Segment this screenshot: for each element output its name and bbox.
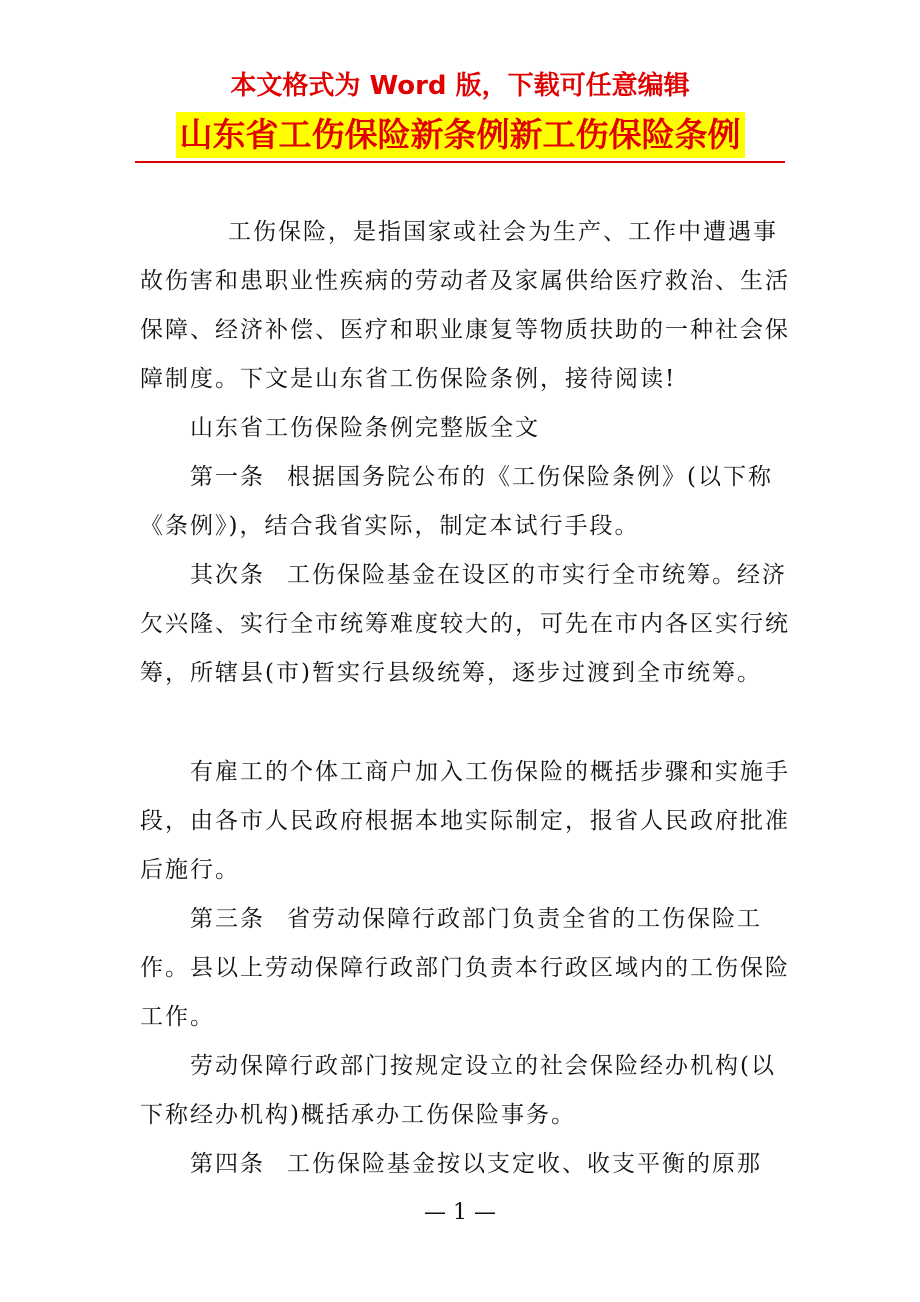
article-text: 工伤保险基金在设区的市实行全市统筹。经济欠兴隆、实行全市统筹难度较大的，可先在市内各区实行统筹，所辖县(市)暂实行县级统筹，逐步过渡到全市统筹。 xyxy=(140,562,790,686)
article-label: 第四条 xyxy=(190,1151,265,1177)
word-format-notice: 本文格式为 Word 版，下载可任意编辑 xyxy=(230,71,690,101)
article-text: 工伤保险基金按以支定收、收支平衡的原那 xyxy=(287,1151,762,1177)
title-underline xyxy=(135,161,785,163)
article-2-paragraph-2: 有雇工的个体工商户加入工伤保险的概括步骤和实施手段，由各市人民政府根据本地实际制定，报省人民政府批准后施行。 xyxy=(140,759,790,883)
intro-paragraph: 工伤保险，是指国家或社会为生产、工作中遭遇事故伤害和患职业性疾病的劳动者及家属供给医疗救治、生活保障、经济补偿、医疗和职业康复等物质扶助的一种社会保障制度。下文是山东省工伤保险条例，接待阅读! xyxy=(140,219,790,392)
article-3-paragraph-2: 劳动保障行政部门按规定设立的社会保险经办机构(以下称经办机构)概括承办工伤保险事务。 xyxy=(140,1053,776,1128)
article-2 xyxy=(140,551,800,698)
article-4 xyxy=(140,1140,800,1189)
article-label: 第三条 xyxy=(190,906,265,932)
article-label: 第一条 xyxy=(190,464,265,490)
paragraph-gap xyxy=(140,698,800,748)
article-3 xyxy=(140,895,800,1042)
article-text: 省劳动保障行政部门负责全省的工伤保险工作。县以上劳动保障行政部门负责本行政区域内的工伤保险工作。 xyxy=(140,906,790,1030)
title-container xyxy=(0,112,920,158)
article-1 xyxy=(140,453,800,551)
document-body xyxy=(140,208,800,1189)
document-title: 山东省工伤保险新条例新工伤保险条例 xyxy=(176,112,745,158)
article-text: 根据国务院公布的《工伤保险条例》(以下称《条例》)，结合我省实际，制定本试行手段。 xyxy=(140,464,773,539)
article-label: 其次条 xyxy=(190,562,265,588)
page-number: — 1 — xyxy=(424,1200,496,1225)
section-heading: 山东省工伤保险条例完整版全文 xyxy=(190,415,540,441)
